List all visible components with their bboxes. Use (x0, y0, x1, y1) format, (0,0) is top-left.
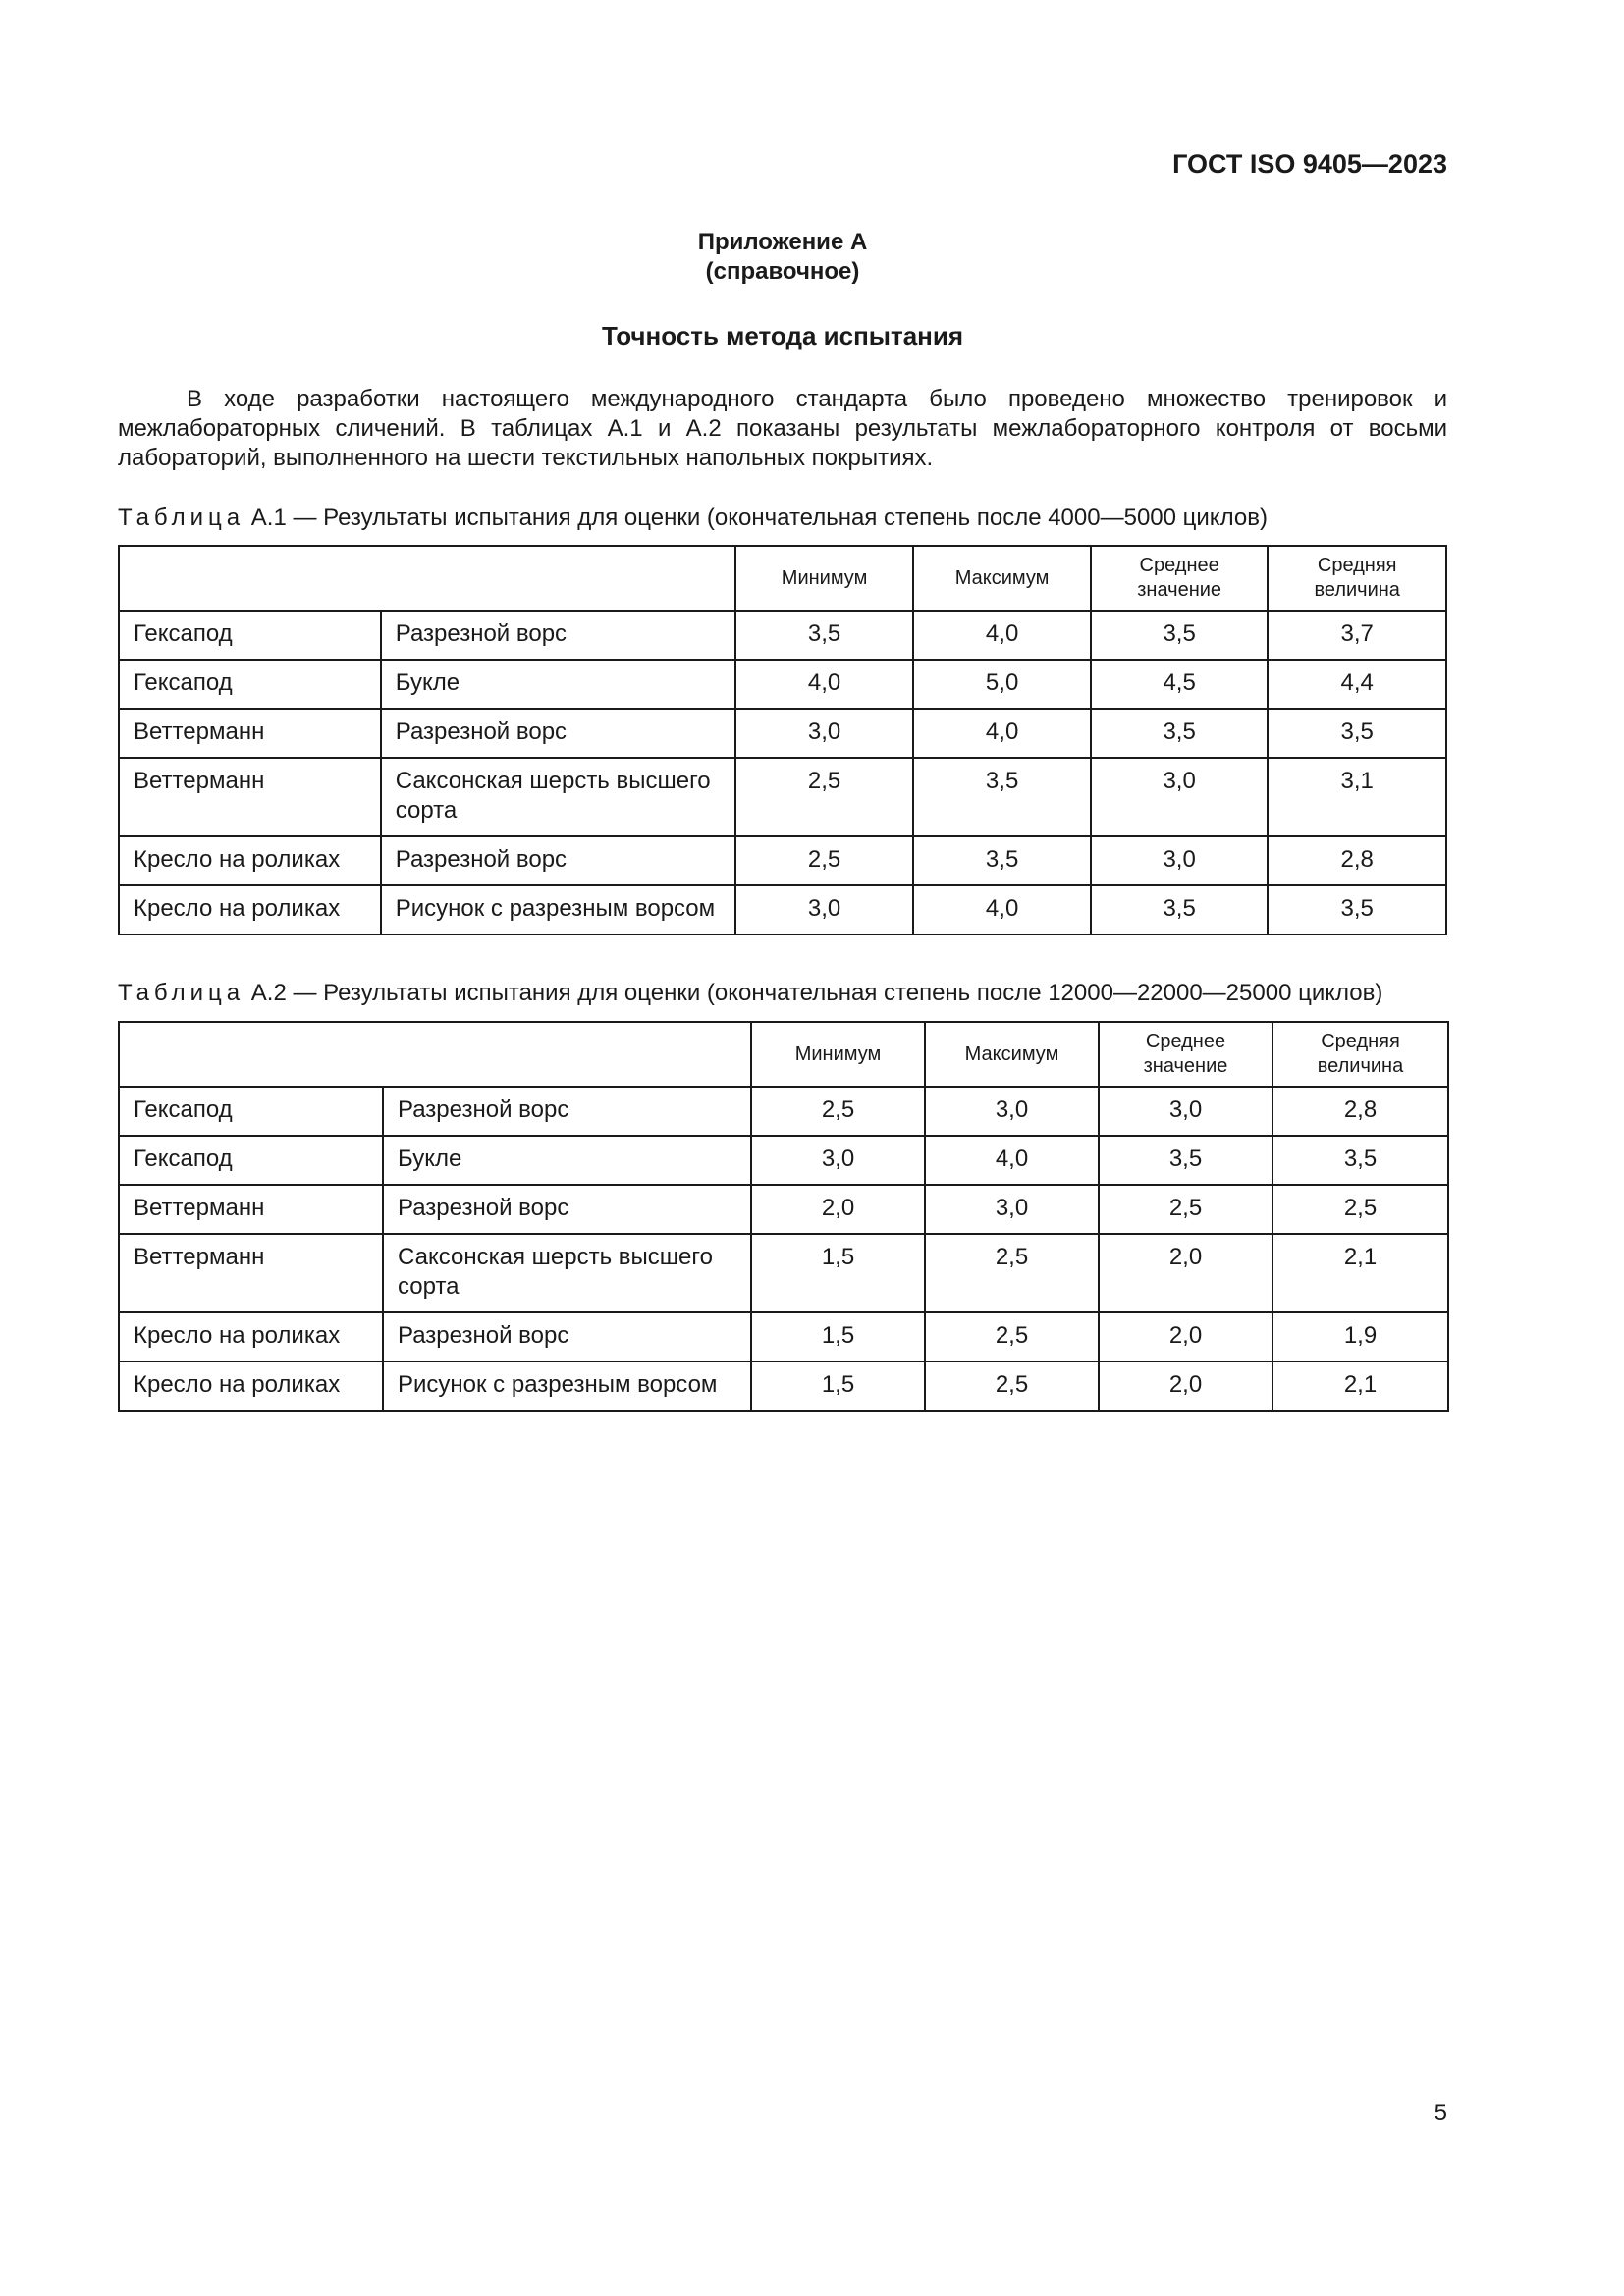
header-max: Максимум (925, 1022, 1099, 1087)
average-cell: 2,5 (1272, 1185, 1448, 1234)
average-cell: 2,1 (1272, 1362, 1448, 1411)
table-row (119, 1185, 1448, 1234)
average-cell: 2,1 (1272, 1234, 1448, 1312)
table-row (119, 1234, 1448, 1312)
method-cell: Гексапод (119, 660, 381, 709)
pile-cell: Рисунок с разрезным ворсом (381, 885, 735, 934)
mean-cell: 2,0 (1099, 1312, 1272, 1362)
max-cell: 2,5 (925, 1234, 1099, 1312)
average-cell: 3,1 (1268, 758, 1446, 836)
table-row (119, 1312, 1448, 1362)
method-cell: Кресло на роликах (119, 1312, 383, 1362)
annex-subtitle: (справочное) (705, 258, 860, 285)
average-cell: 2,8 (1268, 836, 1446, 885)
min-cell: 1,5 (751, 1234, 925, 1312)
average-cell: 3,7 (1268, 611, 1446, 660)
average-cell: 2,8 (1272, 1087, 1448, 1136)
header-blank-cell (119, 1022, 751, 1087)
mean-cell: 3,0 (1091, 836, 1269, 885)
table-a2-caption-prefix: Таблица (118, 980, 245, 1006)
min-cell: 1,5 (751, 1312, 925, 1362)
average-cell: 3,5 (1272, 1136, 1448, 1185)
header-mean: Среднее значение (1091, 546, 1269, 611)
max-cell: 5,0 (913, 660, 1091, 709)
method-cell: Веттерманн (119, 1234, 383, 1312)
header-blank-cell (119, 546, 735, 611)
method-cell: Гексапод (119, 611, 381, 660)
table-row (119, 1087, 1448, 1136)
pile-cell: Саксонская шерсть высшего сорта (381, 758, 735, 836)
table-row (119, 836, 1446, 885)
annex-heading (0, 228, 1565, 287)
mean-cell: 2,0 (1099, 1362, 1272, 1411)
method-cell: Веттерманн (119, 758, 381, 836)
min-cell: 2,5 (751, 1087, 925, 1136)
max-cell: 3,5 (913, 836, 1091, 885)
mean-cell: 3,5 (1091, 611, 1269, 660)
table-row (119, 885, 1446, 934)
mean-cell: 3,5 (1091, 885, 1269, 934)
table-row (119, 611, 1446, 660)
header-average: Средняя величина (1272, 1022, 1448, 1087)
min-cell: 2,0 (751, 1185, 925, 1234)
mean-cell: 2,0 (1099, 1234, 1272, 1312)
table-a2 (118, 1021, 1449, 1412)
max-cell: 4,0 (913, 885, 1091, 934)
average-cell: 3,5 (1268, 885, 1446, 934)
max-cell: 3,0 (925, 1185, 1099, 1234)
min-cell: 4,0 (735, 660, 914, 709)
min-cell: 3,0 (735, 709, 914, 758)
pile-cell: Букле (383, 1136, 751, 1185)
max-cell: 2,5 (925, 1312, 1099, 1362)
header-min: Минимум (751, 1022, 925, 1087)
annex-title: Приложение А (697, 229, 868, 255)
table-a1 (118, 545, 1447, 935)
min-cell: 3,0 (735, 885, 914, 934)
min-cell: 3,5 (735, 611, 914, 660)
section-title: Точность метода испытания (601, 321, 964, 350)
header-min: Минимум (735, 546, 914, 611)
header-mean: Среднее значение (1099, 1022, 1272, 1087)
method-cell: Веттерманн (119, 709, 381, 758)
header-average: Средняя величина (1268, 546, 1446, 611)
standard-code: ГОСТ ISO 9405—2023 (1172, 149, 1447, 179)
max-cell: 3,0 (925, 1087, 1099, 1136)
mean-cell: 3,0 (1099, 1087, 1272, 1136)
min-cell: 3,0 (751, 1136, 925, 1185)
table-a1-caption-text: А.1 — Результаты испытания для оценки (окончательная степень после 4000—5000 циклов) (244, 505, 1268, 531)
pile-cell: Разрезной ворс (381, 836, 735, 885)
table-row (119, 1136, 1448, 1185)
header-max: Максимум (913, 546, 1091, 611)
max-cell: 3,5 (913, 758, 1091, 836)
mean-cell: 3,5 (1091, 709, 1269, 758)
table-row (119, 1362, 1448, 1411)
table-a2-caption (118, 980, 1382, 1007)
average-cell: 4,4 (1268, 660, 1446, 709)
pile-cell: Разрезной ворс (381, 709, 735, 758)
max-cell: 2,5 (925, 1362, 1099, 1411)
mean-cell: 3,5 (1099, 1136, 1272, 1185)
page-number: 5 (1434, 2100, 1447, 2126)
max-cell: 4,0 (925, 1136, 1099, 1185)
mean-cell: 4,5 (1091, 660, 1269, 709)
method-cell: Гексапод (119, 1087, 383, 1136)
table-a1-caption-prefix: Таблица (118, 505, 245, 531)
min-cell: 2,5 (735, 758, 914, 836)
pile-cell: Разрезной ворс (383, 1185, 751, 1234)
max-cell: 4,0 (913, 611, 1091, 660)
method-cell: Кресло на роликах (119, 1362, 383, 1411)
table-a1-caption (118, 505, 1268, 532)
method-cell: Кресло на роликах (119, 885, 381, 934)
method-cell: Кресло на роликах (119, 836, 381, 885)
table-a2-caption-text: А.2 — Результаты испытания для оценки (окончательная степень после 12000—22000—25000 циклов) (244, 980, 1383, 1006)
table-header-row (119, 546, 1446, 611)
table-row (119, 758, 1446, 836)
table-header-row (119, 1022, 1448, 1087)
pile-cell: Разрезной ворс (383, 1312, 751, 1362)
table-row (119, 709, 1446, 758)
pile-cell: Разрезной ворс (381, 611, 735, 660)
min-cell: 1,5 (751, 1362, 925, 1411)
table-row (119, 660, 1446, 709)
pile-cell: Букле (381, 660, 735, 709)
pile-cell: Саксонская шерсть высшего сорта (383, 1234, 751, 1312)
pile-cell: Рисунок с разрезным ворсом (383, 1362, 751, 1411)
method-cell: Гексапод (119, 1136, 383, 1185)
max-cell: 4,0 (913, 709, 1091, 758)
mean-cell: 3,0 (1091, 758, 1269, 836)
min-cell: 2,5 (735, 836, 914, 885)
mean-cell: 2,5 (1099, 1185, 1272, 1234)
average-cell: 1,9 (1272, 1312, 1448, 1362)
average-cell: 3,5 (1268, 709, 1446, 758)
pile-cell: Разрезной ворс (383, 1087, 751, 1136)
intro-paragraph: В ходе разработки настоящего международного стандарта было проведено множество тренировок и межлабораторных сличений. В таблицах А.1 и А.2 показаны результаты межлабораторного контроля от восьми лабораторий, выполненного на шести текстильных напольных покрытиях. (118, 386, 1447, 471)
method-cell: Веттерманн (119, 1185, 383, 1234)
